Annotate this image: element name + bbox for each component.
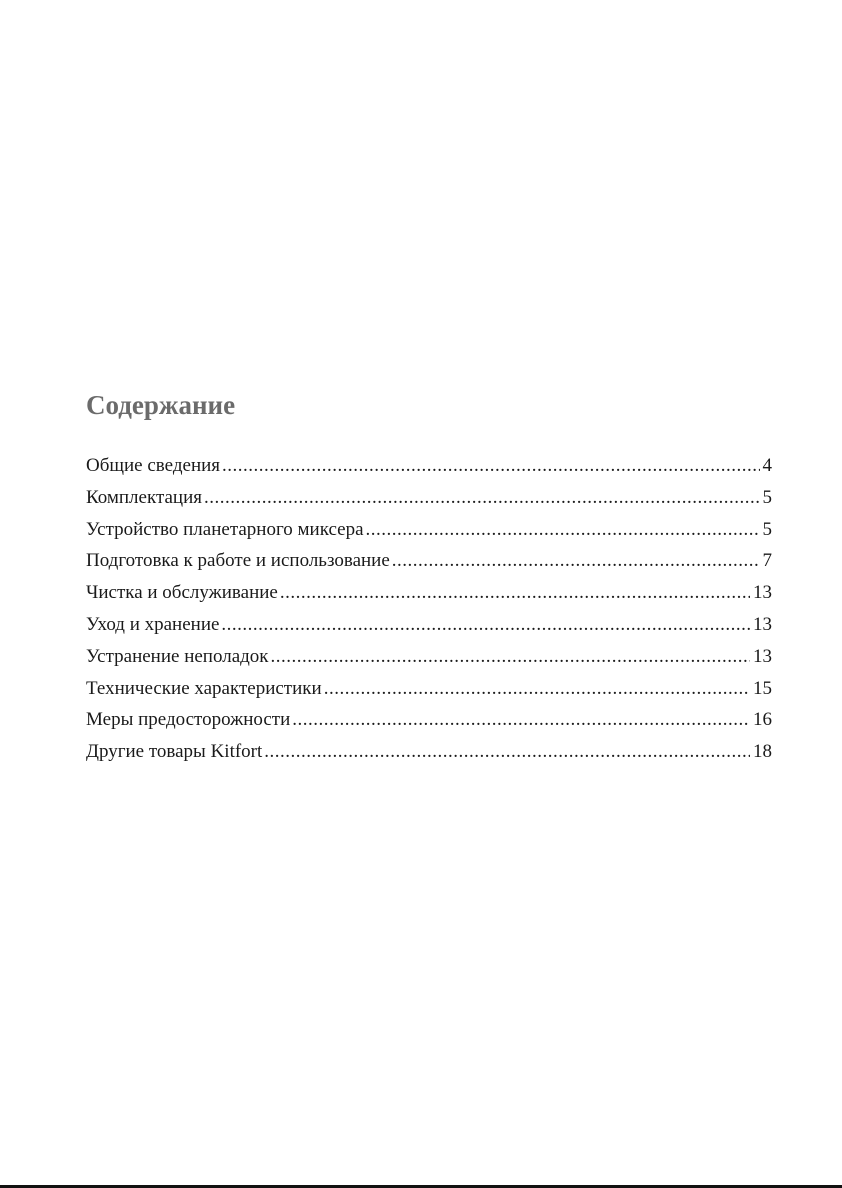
toc-entry[interactable] [86,547,772,579]
toc-entry-page: 13 [753,645,772,667]
toc-entry[interactable] [86,452,772,484]
toc-entry-page: 13 [753,582,772,604]
toc-list [86,452,772,770]
toc-dot-leader [221,611,750,639]
toc-entry-label: Общие сведения [86,455,221,476]
toc-dot-leader [324,675,750,703]
toc-entry-page: 7 [762,550,772,572]
toc-entry[interactable] [86,706,772,738]
toc-title: Содержание [86,390,236,420]
toc-entry-page: 15 [753,677,772,699]
toc-entry[interactable] [86,484,772,516]
toc-entry-label: Меры предосторожности [86,709,291,731]
toc-dot-leader [392,547,760,575]
toc-entry[interactable] [86,579,772,611]
toc-entry-label: Комплектация [86,486,202,508]
toc-entry-page: 18 [753,741,772,763]
toc-entry-label: Устройство планетарного миксера [86,518,364,540]
toc-entry-page: 13 [753,613,772,635]
toc-entry[interactable] [86,643,772,675]
toc-dot-leader [292,706,750,734]
toc-entry-page: 16 [753,709,772,731]
toc-entry[interactable] [86,611,772,643]
toc-dot-leader [366,516,760,544]
toc-entry-label: Технические характеристики [86,677,322,699]
toc-entry-page: 4 [762,455,772,476]
toc-dot-leader [204,484,760,512]
toc-entry-label: Чистка и обслуживание [86,582,278,604]
toc-entry-page: 5 [762,518,772,540]
toc-dot-leader [280,579,750,607]
toc-entry-label: Подготовка к работе и использование [86,550,390,572]
toc-entry-label: Другие товары Kitfort [86,741,263,763]
toc-entry-page: 5 [762,486,772,508]
toc-entry[interactable] [86,675,772,707]
toc-entry-label: Уход и хранение [86,613,220,635]
toc-entry-label: Устранение неполадок [86,645,269,667]
toc-entry[interactable] [86,516,772,548]
toc-entry[interactable] [86,738,772,770]
toc-dot-leader [222,452,759,480]
toc-dot-leader [271,643,750,671]
toc-dot-leader [264,738,750,766]
